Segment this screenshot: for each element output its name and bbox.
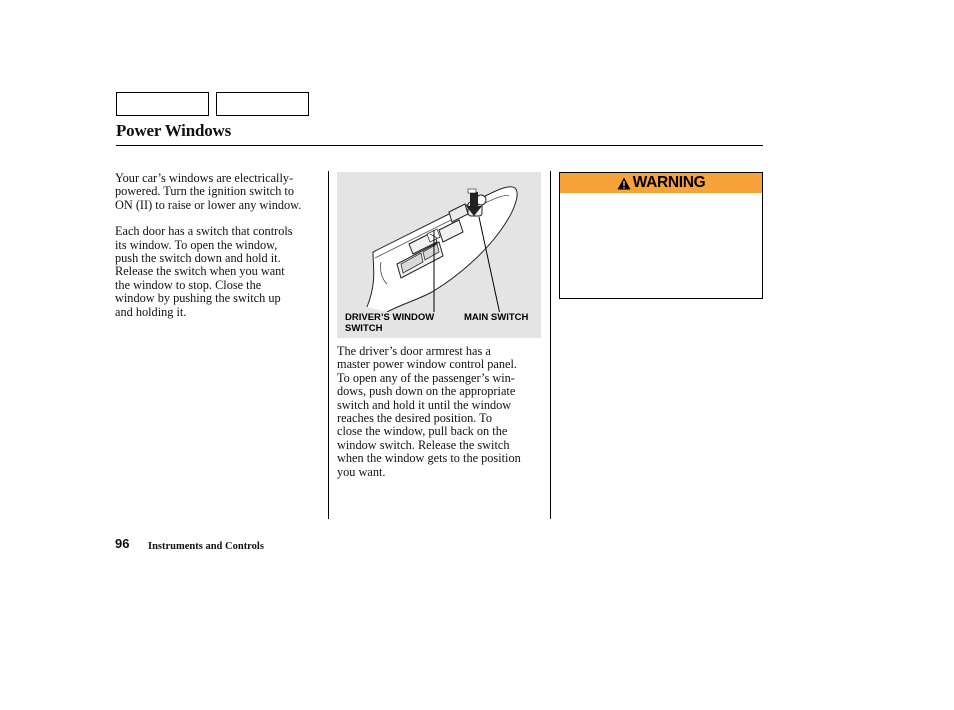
warning-triangle-icon [617,177,631,190]
warning-header [560,173,762,193]
paragraph-door-switch: Each door has a switch that controls its window. To open the window, push the switch down and hold it. Release the switch when you want the window to stop. Close the window by pushing the switch up and holding it. [115,224,293,319]
warning-label: WARNING [632,174,706,191]
warning-box [559,172,763,299]
column-2-text [337,345,543,479]
title-rule [116,145,763,146]
nav-box-left[interactable] [116,92,209,116]
paragraph-master-panel: The driver’s door armrest has a master power window control panel. To open any of the passenger’s win- dows, push down on the appropriate switch and hold it until the window reaches the desired position. To close the window, pull back on the window switch. Release the switch when the window gets to the position you want. [337,344,521,479]
column-divider-1 [328,171,329,519]
nav-box-right[interactable] [216,92,309,116]
column-divider-2 [550,171,551,519]
page-title: Power Windows [116,121,232,140]
section-name: Instruments and Controls [148,541,264,552]
column-1-text [115,172,323,332]
label-drivers-window-switch: DRIVER’S WINDOW SWITCH [345,312,435,334]
armrest-switch-illustration [337,172,541,312]
paragraph-intro: Your car’s windows are electrically- powered. Turn the ignition switch to ON (II) to raise or lower any window. [115,171,302,212]
label-main-switch: MAIN SWITCH [464,312,529,323]
page-number: 96 [115,536,130,551]
window-switch-figure [337,172,541,338]
